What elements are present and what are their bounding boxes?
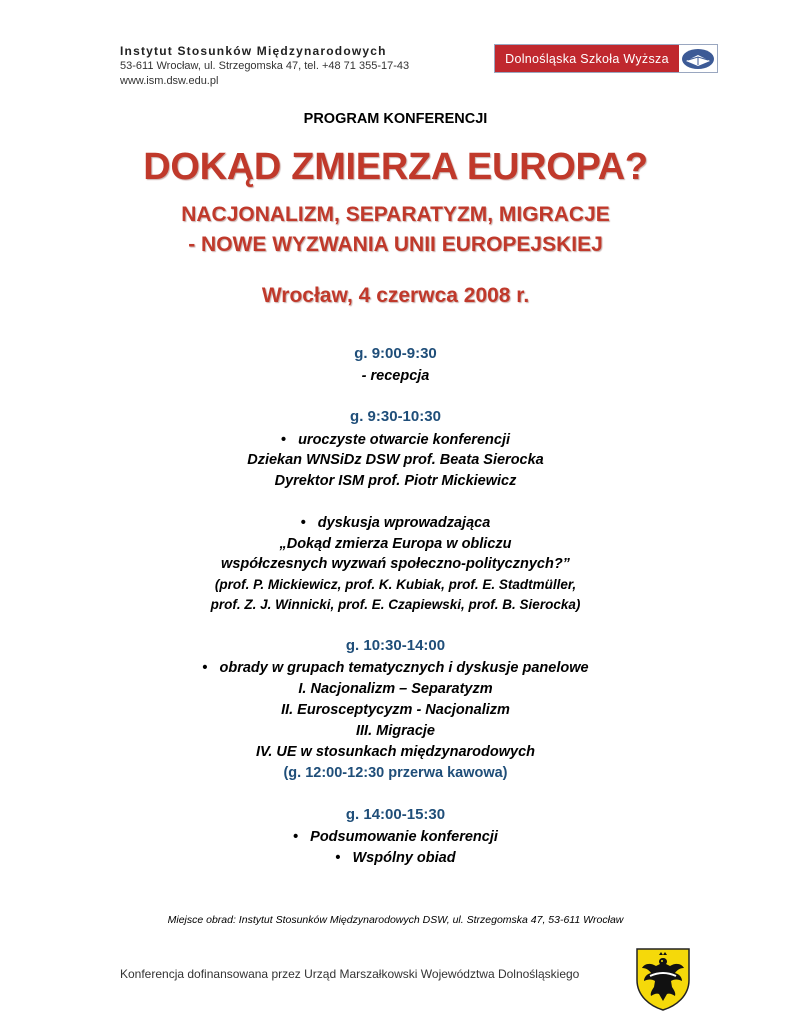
session-2-panel-1: (prof. P. Mickiewicz, prof. K. Kubiak, prof. E. Stadtmüller, — [214, 577, 577, 592]
institute-website[interactable]: www.ism.dsw.edu.pl — [120, 75, 219, 87]
subtitle-line-2: - NOWE WYZWANIA UNII EUROPEJSKIEJ — [188, 233, 603, 256]
funding-note: Konferencja dofinansowana przez Urząd Marszałkowski Województwa Dolnośląskiego — [120, 967, 580, 981]
session-2-quote-2: współczesnych wyzwań społeczno-politycznych?” — [221, 556, 570, 572]
session-2-line-2: Dyrektor ISM prof. Piotr Mickiewicz — [274, 473, 517, 489]
session-3-break: (g. 12:00-12:30 przerwa kawowa) — [283, 765, 508, 781]
session-1-time: g. 9:00-9:30 — [354, 345, 437, 362]
session-3-group-4: IV. UE w stosunkach międzynarodowych — [255, 744, 536, 760]
institute-address: 53-611 Wrocław, ul. Strzegomska 47, tel. +48 71 355-17-43 — [120, 60, 410, 72]
session-2-item-2: • dyskusja wprowadzająca — [0, 515, 791, 531]
session-3-time: g. 10:30-14:00 — [345, 637, 446, 654]
school-badge — [494, 44, 718, 73]
session-4-item-1: • Podsumowanie konferencji — [0, 829, 791, 845]
session-3-group-2: II. Eurosceptycyzm - Nacjonalizm — [281, 702, 510, 718]
session-2-item-1: • uroczyste otwarcie konferencji — [0, 432, 791, 448]
page-title: DOKĄD ZMIERZA EUROPA? — [143, 146, 648, 188]
coat-of-arms-eagle-icon — [634, 946, 692, 1012]
session-1-item: - recepcja — [361, 368, 430, 384]
bullet-icon — [335, 850, 352, 866]
school-badge-label: Dolnośląska Szkoła Wyższa — [495, 45, 679, 72]
place-date: Wrocław, 4 czerwca 2008 r. — [261, 284, 530, 307]
document-label: PROGRAM KONFERENCJI — [303, 111, 488, 127]
session-2-panel-2: prof. Z. J. Winnicki, prof. E. Czapiewski, prof. B. Sierocka) — [210, 597, 581, 612]
bullet-icon — [301, 515, 318, 531]
session-2-quote-1: „Dokąd zmierza Europa w obliczu — [279, 536, 512, 552]
institute-name: Instytut Stosunków Międzynarodowych — [120, 44, 387, 58]
session-2-time: g. 9:30-10:30 — [350, 408, 441, 425]
session-3-item: • obrady w grupach tematycznych i dyskusje panelowe — [0, 660, 791, 676]
session-3-group-3: III. Migracje — [356, 723, 435, 739]
session-4-item-2: • Wspólny obiad — [0, 850, 791, 866]
venue-note: Miejsce obrad: Instytut Stosunków Międzynarodowych DSW, ul. Strzegomska 47, 53-611 Wrocław — [167, 914, 624, 926]
subtitle-line-1: NACJONALIZM, SEPARATYZM, MIGRACJE — [181, 203, 610, 226]
session-4-time: g. 14:00-15:30 — [345, 806, 446, 823]
session-2-line-1: Dziekan WNSiDz DSW prof. Beata Sierocka — [247, 452, 544, 468]
bullet-icon — [293, 829, 310, 845]
bullet-icon — [202, 660, 219, 676]
session-3-group-1: I. Nacjonalizm – Separatyzm — [298, 681, 493, 697]
bullet-icon — [281, 432, 298, 448]
school-book-logo-icon — [679, 45, 717, 72]
